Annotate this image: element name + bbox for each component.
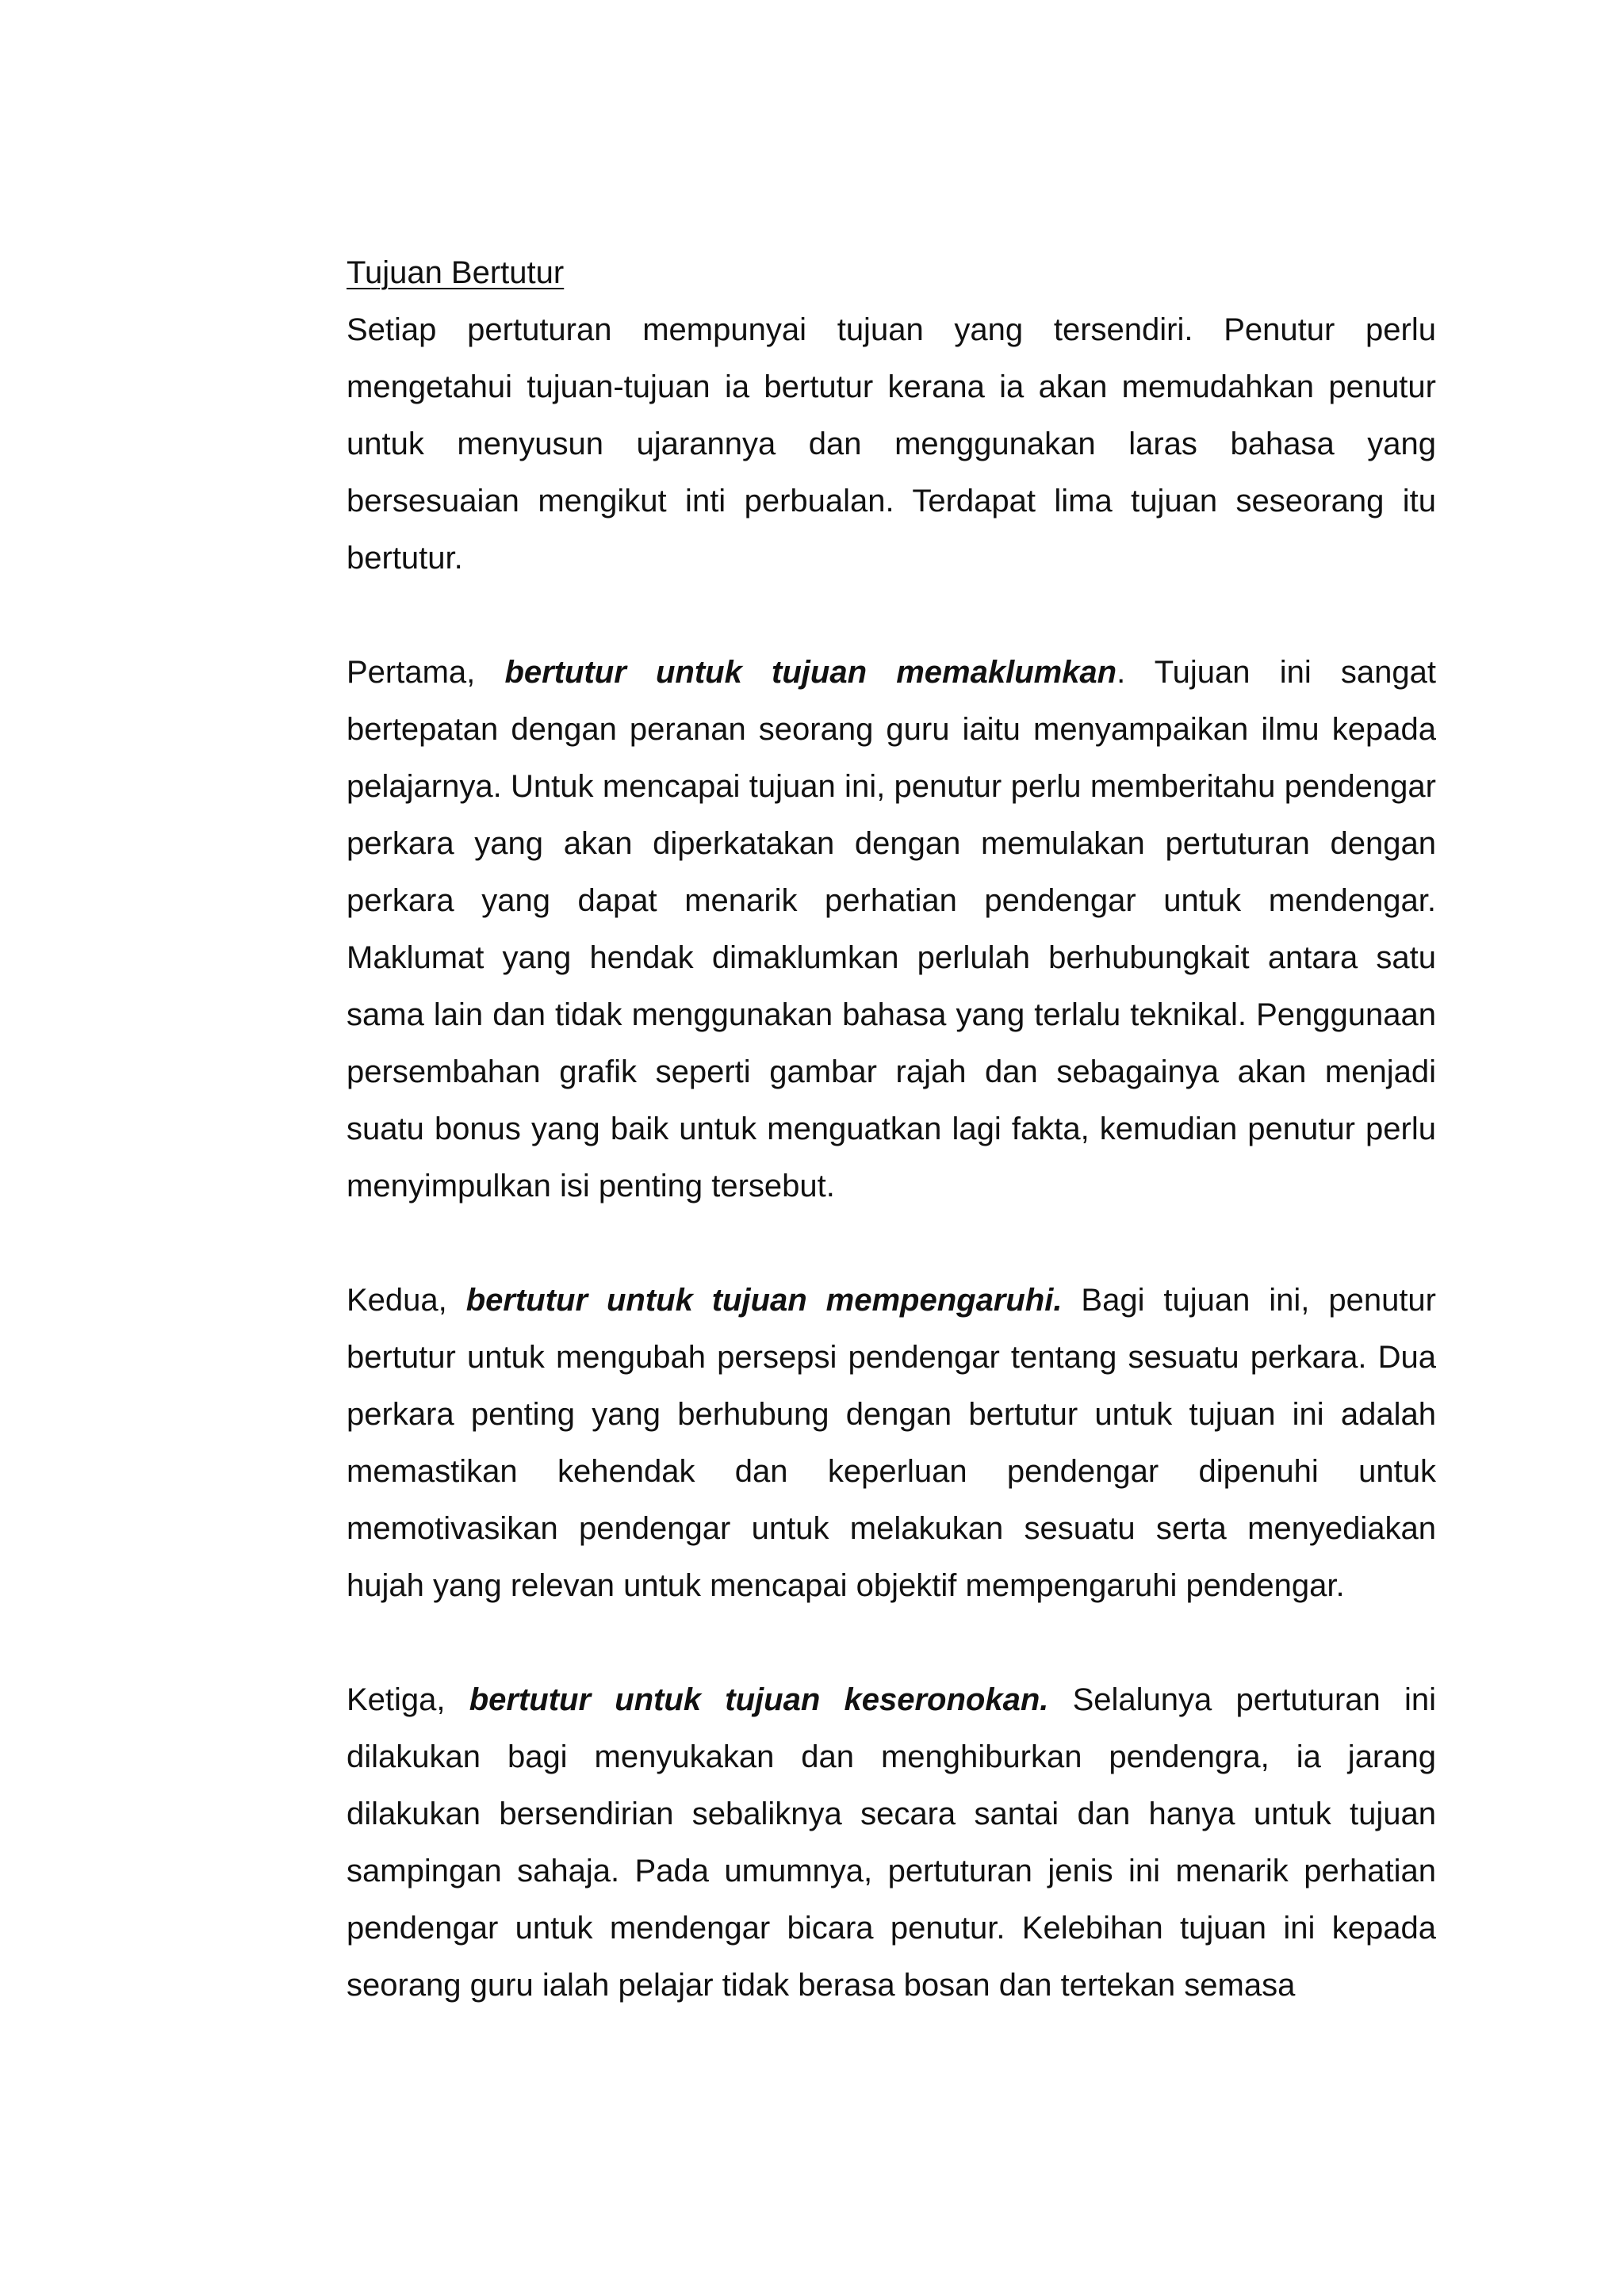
paragraph-kedua [347, 1272, 1436, 1614]
paragraph-text: . Tujuan ini sangat bertepatan dengan peranan seorang guru iaitu menyampaikan ilmu kepada pelajarnya. Untuk mencapai tujuan ini, penutur perlu memberitahu pendengar perkara yang akan diperkatakan dengan memulakan pertuturan dengan perkara yang dapat menarik perhatian pendengar untuk mendengar. Maklumat yang hendak dimaklumkan perlulah berhubungkait antara satu sama lain dan tidak menggunakan bahasa yang terlalu teknikal. Penggunaan persembahan grafik seperti gambar rajah dan sebagainya akan menjadi suatu bonus yang baik untuk menguatkan lagi fakta, kemudian penutur perlu menyimpulkan isi penting tersebut. [347, 655, 1437, 1203]
paragraph-lead: Kedua, [347, 1283, 466, 1318]
document-body [347, 251, 1436, 2014]
section-heading: Tujuan Bertutur [347, 255, 565, 290]
paragraph-text: Bagi tujuan ini, penutur bertutur untuk mengubah persepsi pendengar tentang sesuatu perkara. Dua perkara penting yang berhubung dengan bertutur untuk tujuan ini adalah memastikan kehendak dan keperluan pendengar dipenuhi untuk memotivasikan pendengar untuk melakukan sesuatu serta menyediakan hujah yang relevan untuk mencapai objektif mempengaruhi pendengar. [347, 1283, 1436, 1603]
paragraph-emphasis: bertutur untuk tujuan keseronokan. [469, 1682, 1049, 1717]
paragraph-ketiga [347, 1671, 1436, 2014]
paragraph-emphasis: bertutur untuk tujuan mempengaruhi. [465, 1283, 1063, 1318]
intro-paragraph: Setiap pertuturan mempunyai tujuan yang tersendiri. Penutur perlu mengetahui tujuan-tujuan ia bertutur kerana ia akan memudahkan penutur untuk menyusun ujarannya dan menggunakan laras bahasa yang bersesuaian mengikut inti perbualan. Terdapat lima tujuan seseorang itu bertutur. [347, 312, 1436, 576]
paragraph-lead: Pertama, [347, 655, 505, 690]
paragraph-pertama [347, 644, 1436, 1215]
paragraph-lead: Ketiga, [347, 1682, 469, 1717]
paragraph-text: Selalunya pertuturan ini dilakukan bagi menyukakan dan menghiburkan pendengra, ia jarang dilakukan bersendirian sebaliknya secara santai dan hanya untuk tujuan sampingan sahaja. Pada umumnya, pertuturan jenis ini menarik perhatian pendengar untuk mendengar bicara penutur. Kelebihan tujuan ini kepada seorang guru ialah pelajar tidak berasa bosan dan tertekan semasa [347, 1682, 1436, 2003]
paragraph-emphasis: bertutur untuk tujuan memaklumkan [504, 655, 1117, 690]
